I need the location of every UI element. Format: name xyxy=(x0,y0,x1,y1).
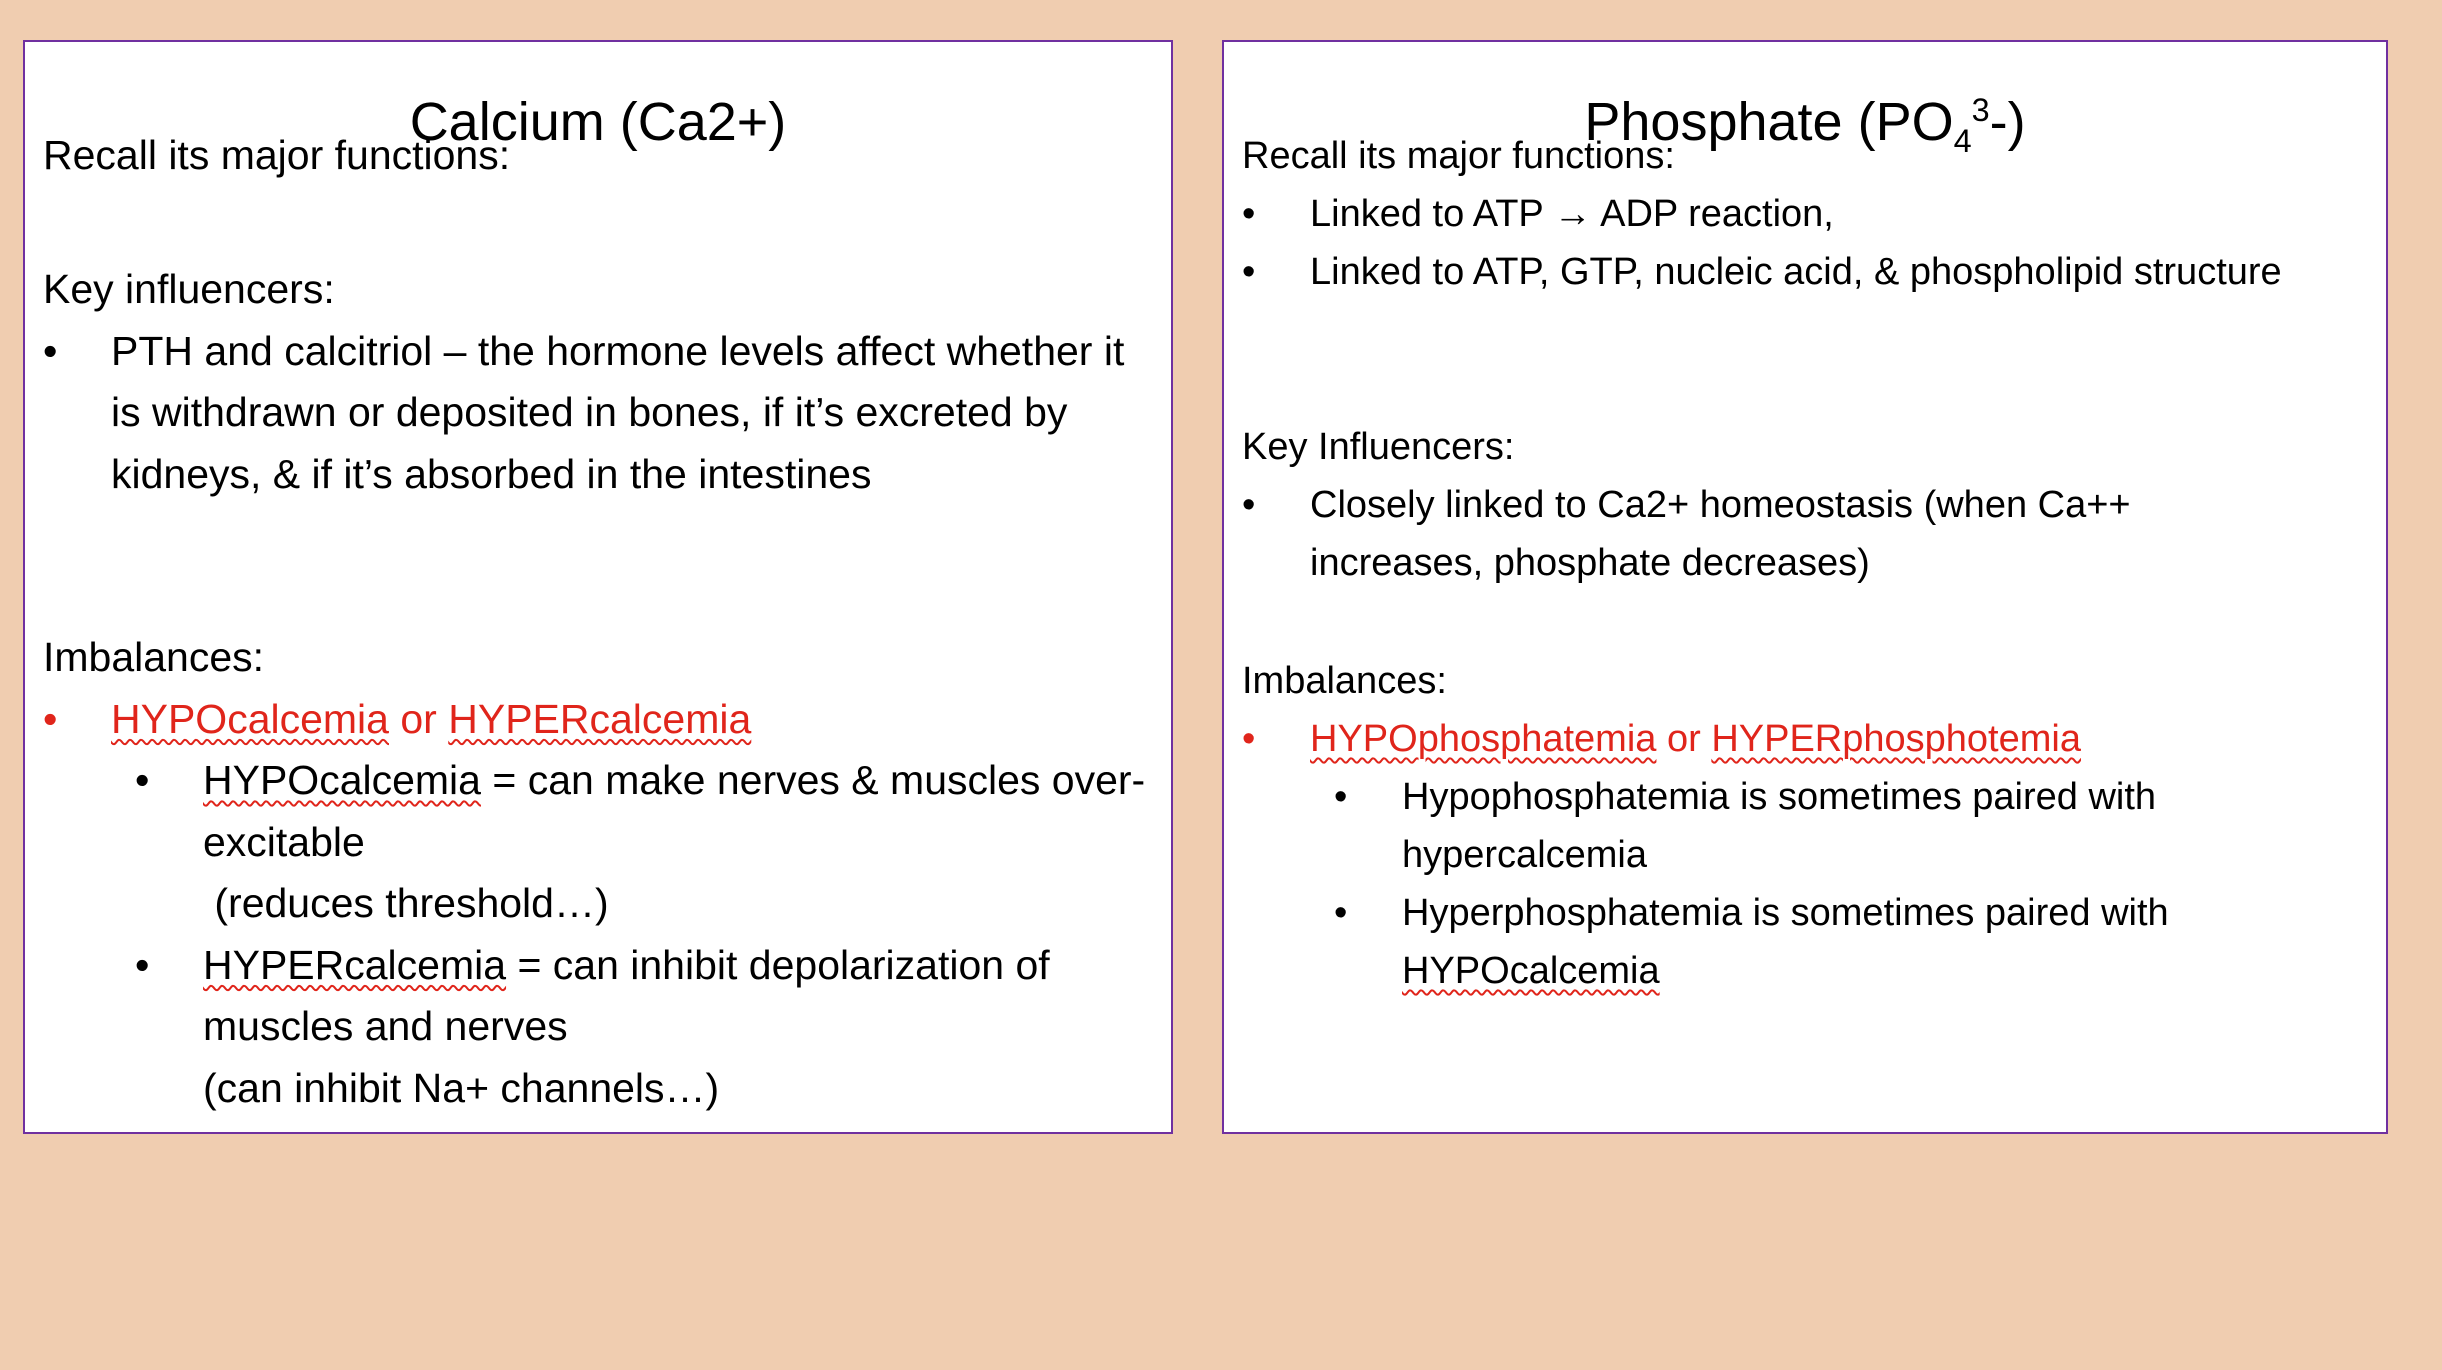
bullet-icon: • xyxy=(135,941,150,988)
list-item xyxy=(1242,476,2372,592)
term: HYPOcalcemia xyxy=(203,757,481,803)
calcium-imbalances xyxy=(43,627,1157,1119)
list-item xyxy=(135,750,1157,935)
list-item xyxy=(135,935,1157,1120)
term: HYPOcalcemia xyxy=(111,695,389,742)
bullet-icon: • xyxy=(43,327,58,374)
item-text: Linked to ATP → ADP reaction, xyxy=(1310,193,1834,235)
list-item xyxy=(43,321,1157,506)
calcium-functions-heading: Recall its major functions: xyxy=(43,132,511,178)
list-item xyxy=(1334,768,2372,884)
term: HYPERcalcemia xyxy=(448,695,752,742)
term: HYPERcalcemia xyxy=(203,941,507,988)
bullet-icon: • xyxy=(1242,193,1256,235)
text: = can inhibit depolarization of muscles and nerves xyxy=(203,941,1050,1049)
item-text: Hypophosphatemia is sometimes paired with hypercalcemia xyxy=(1402,776,2157,876)
influencers-heading: Key Influencers: xyxy=(1242,426,1515,468)
imbalance-main xyxy=(1242,710,2372,768)
bullet-icon: • xyxy=(1242,718,1256,760)
term: HYPOphosphatemia xyxy=(1310,718,1657,760)
note: (can inhibit Na+ channels…) xyxy=(203,1064,720,1111)
list-item xyxy=(1334,884,2372,1000)
phosphate-functions xyxy=(1242,127,2372,301)
text: or xyxy=(388,695,449,742)
item-text: Linked to ATP, GTP, nucleic acid, & phospholipid structure xyxy=(1310,251,2282,293)
phosphate-influencers xyxy=(1242,418,2372,592)
bullet-icon: • xyxy=(1334,892,1348,934)
bullet-icon: • xyxy=(43,695,58,742)
influencers-heading: Key influencers: xyxy=(43,266,335,312)
calcium-influencers xyxy=(43,259,1157,505)
list-item xyxy=(1242,185,2372,243)
bullet-icon: • xyxy=(135,757,150,803)
item-text: Hyperphosphatemia is sometimes paired with xyxy=(1402,892,2169,934)
note: (reduces threshold…) xyxy=(203,880,609,926)
bullet-icon: • xyxy=(1334,776,1348,818)
functions-heading: Recall its major functions: xyxy=(1242,135,1675,177)
text: or xyxy=(1656,718,1712,760)
term: HYPOcalcemia xyxy=(1402,950,1660,992)
item-text: PTH and calcitriol – the hormone levels affect whether it is withdrawn or deposited in bones, if it’s excreted by kidneys, & if it’s absorbed in the intestines xyxy=(111,327,1125,497)
calcium-panel xyxy=(23,40,1173,1134)
title-superscript: 3 xyxy=(1971,92,1990,128)
bullet-icon: • xyxy=(1242,484,1256,526)
term: HYPERphosphotemia xyxy=(1711,718,2081,760)
imbalance-main xyxy=(43,689,1157,751)
title-subscript: 4 xyxy=(1953,122,1972,159)
title-text: -) xyxy=(1989,92,2026,152)
calcium-title: Calcium (Ca2+) xyxy=(409,92,787,152)
text: = can make nerves & muscles over-excitable xyxy=(203,757,1146,865)
imbalances-heading: Imbalances: xyxy=(1242,660,1447,702)
phosphate-panel xyxy=(1222,40,2388,1134)
item-text: Closely linked to Ca2+ homeostasis (when Ca++ increases, phosphate decreases) xyxy=(1310,484,2131,584)
title-text: Phosphate (PO xyxy=(1584,92,1954,152)
phosphate-imbalances xyxy=(1242,652,2372,1000)
imbalances-heading: Imbalances: xyxy=(43,634,265,680)
bullet-icon: • xyxy=(1242,251,1256,293)
list-item xyxy=(1242,243,2372,301)
